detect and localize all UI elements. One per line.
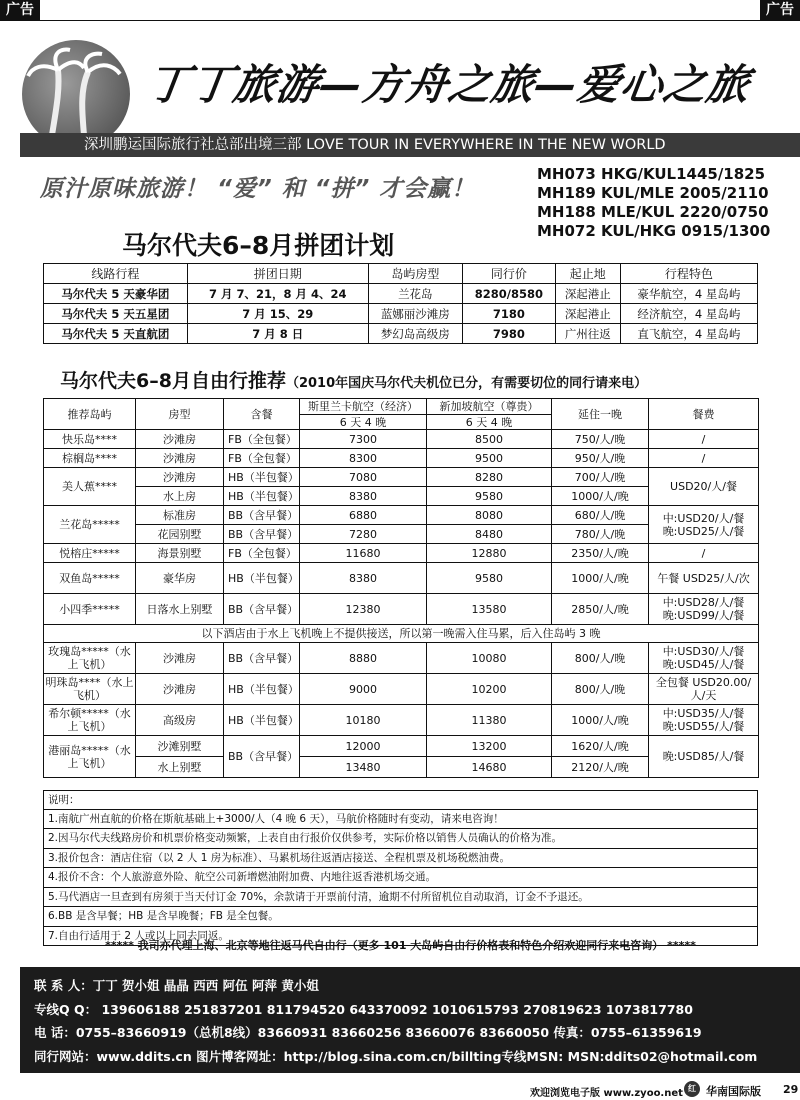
cell: 美人蕉**** — [44, 468, 136, 506]
cell: 马尔代夫 5 天豪华团 — [44, 284, 188, 304]
cell: 11680 — [300, 544, 427, 563]
col-header: 延住一晚 — [552, 399, 649, 430]
col-header: 含餐 — [224, 399, 300, 430]
cell: 8280 — [427, 468, 552, 487]
cell: 1000/人/晚 — [552, 705, 649, 736]
contact-line: 专线Q Q： 139606188 251837201 811794520 643370092 1010615793 270819623 1073817780 — [34, 1001, 693, 1017]
cell: 8500 — [427, 430, 552, 449]
cell: 10080 — [427, 643, 552, 674]
cell: / — [649, 430, 759, 449]
cell: 高级房 — [136, 705, 224, 736]
cell: 玫瑰岛*****（水上飞机） — [44, 643, 136, 674]
cell: HB（半包餐） — [224, 705, 300, 736]
cell: BB（含早餐） — [224, 525, 300, 544]
col-header: 斯里兰卡航空（经济） — [300, 399, 427, 415]
palm-logo-icon — [22, 40, 130, 148]
cell: 全包餐 USD20.00/人/天 — [649, 674, 759, 705]
note-line: 6.BB 是含早餐；HB 是含早晚餐；FB 是全包餐。 — [43, 907, 758, 927]
ad-label-right: 广告 — [760, 0, 800, 20]
cell: 蓝娜丽沙滩房 — [368, 304, 462, 324]
cell: 兰花岛***** — [44, 506, 136, 544]
col-header: 房型 — [136, 399, 224, 430]
contact-line: 同行网站：www.ddits.cn 图片博客网址：http://blog.sina.com.cn/billting专线MSN: MSN:ddits02@hotmail.com — [34, 1048, 758, 1064]
cell: 8300 — [300, 449, 427, 468]
cell: 水上房 — [136, 487, 224, 506]
table-header-row — [44, 399, 759, 415]
note-line: 3.报价包含：酒店住宿（以 2 人 1 房为标准）、马累机场往返酒店接送、全程机票及机场税燃油费。 — [43, 849, 758, 869]
cell: 花园别墅 — [136, 525, 224, 544]
cell: 7 月 15、29 — [187, 304, 368, 324]
cell: 10200 — [427, 674, 552, 705]
cell: 沙滩别墅 — [136, 736, 224, 757]
cell: FB（全包餐） — [224, 430, 300, 449]
cell: 双鱼岛***** — [44, 563, 136, 594]
brand-slogan: 丁丁旅游—方舟之旅—爱心之旅 — [144, 60, 754, 109]
table-row — [44, 736, 759, 757]
cell: FB（全包餐） — [224, 544, 300, 563]
cell: 13580 — [427, 594, 552, 625]
cell: 7180 — [462, 304, 555, 324]
cell: 2350/人/晚 — [552, 544, 649, 563]
cell: 750/人/晚 — [552, 430, 649, 449]
cell: 棕榈岛**** — [44, 449, 136, 468]
cell: 梦幻岛高级房 — [368, 324, 462, 344]
cell: 标准房 — [136, 506, 224, 525]
cell: 6880 — [300, 506, 427, 525]
table-row — [44, 506, 759, 525]
cell: 13480 — [300, 757, 427, 778]
cell: 小四季***** — [44, 594, 136, 625]
table-row — [44, 643, 759, 674]
cell: 中:USD35/人/餐 晚:USD55/人/餐 — [649, 705, 759, 736]
cell: 800/人/晚 — [552, 643, 649, 674]
table-row — [44, 284, 758, 304]
cell: 7300 — [300, 430, 427, 449]
cell: 1000/人/晚 — [552, 563, 649, 594]
cell: 中:USD28/人/餐 晚:USD99/人/餐 — [649, 594, 759, 625]
cell: / — [649, 449, 759, 468]
free-travel-title — [60, 366, 647, 393]
flight-line: MH073 HKG/KUL1445/1825 — [537, 165, 766, 183]
table-header-row — [44, 264, 758, 284]
cell: 午餐 USD25/人/次 — [649, 563, 759, 594]
cell: 广州往返 — [555, 324, 620, 344]
cell: 1620/人/晚 — [552, 736, 649, 757]
cell: 水上别墅 — [136, 757, 224, 778]
cell: HB（半包餐） — [224, 674, 300, 705]
cell: 中:USD20/人/餐 晚:USD25/人/餐 — [649, 506, 759, 544]
cell: 9500 — [427, 449, 552, 468]
cell: 经济航空，4 星岛屿 — [620, 304, 757, 324]
note-line: 说明： — [43, 790, 758, 810]
cell: 8280/8580 — [462, 284, 555, 304]
cell: 直飞航空，4 星岛屿 — [620, 324, 757, 344]
cell: 8380 — [300, 487, 427, 506]
table-notice-row — [44, 625, 759, 643]
cell: BB（含早餐） — [224, 594, 300, 625]
cell: 10180 — [300, 705, 427, 736]
cell: 马尔代夫 5 天直航团 — [44, 324, 188, 344]
seaplane-notice: 以下酒店由于水上飞机晚上不提供接送，所以第一晚需入住马累，后入住岛屿 3 晚 — [44, 625, 759, 643]
cell: 7080 — [300, 468, 427, 487]
page-footer — [0, 1078, 800, 1100]
cell: 8380 — [300, 563, 427, 594]
group-plan-title: 马尔代夫6–8月拼团计划 — [122, 231, 395, 260]
note-line: 4.报价不含：个人旅游意外险、航空公司新增燃油附加费、内地往返香港机场交通。 — [43, 868, 758, 888]
cell: 沙滩房 — [136, 449, 224, 468]
footer-badge-icon: 红 — [684, 1081, 700, 1097]
table-row — [44, 705, 759, 736]
cell: 14680 — [427, 757, 552, 778]
note-line: 2.因马尔代夫线路房价和机票价格变动频繁，上表自由行报价仅供参考，实际价格以销售人员确认的价格为准。 — [43, 829, 758, 849]
table-row — [44, 563, 759, 594]
col-header: 行程特色 — [620, 264, 757, 284]
col-header: 推荐岛屿 — [44, 399, 136, 430]
table-row — [44, 430, 759, 449]
cell: USD20/人/餐 — [649, 468, 759, 506]
cell: 9580 — [427, 563, 552, 594]
cell: 日落水上别墅 — [136, 594, 224, 625]
col-header: 线路行程 — [44, 264, 188, 284]
cell: 希尔顿*****（水上飞机） — [44, 705, 136, 736]
cell: 沙滩房 — [136, 674, 224, 705]
cell: 8480 — [427, 525, 552, 544]
notes-box — [43, 790, 758, 946]
flight-schedule — [537, 165, 770, 241]
cell: 9000 — [300, 674, 427, 705]
cell: 2120/人/晚 — [552, 757, 649, 778]
cell: HB（半包餐） — [224, 468, 300, 487]
cell: BB（含早餐） — [224, 736, 300, 778]
contact-box — [20, 967, 800, 1073]
cell: 13200 — [427, 736, 552, 757]
cell: 7 月 8 日 — [187, 324, 368, 344]
cell: 800/人/晚 — [552, 674, 649, 705]
cell: 豪华航空，4 星岛屿 — [620, 284, 757, 304]
top-rule — [0, 20, 800, 21]
table-row — [44, 324, 758, 344]
cell: 7980 — [462, 324, 555, 344]
page-number: 29 — [783, 1083, 799, 1096]
col-header: 拼团日期 — [187, 264, 368, 284]
col-subheader: 6 天 4 晚 — [300, 415, 427, 430]
group-plan-table — [43, 263, 758, 344]
table-row — [44, 594, 759, 625]
cell: 1000/人/晚 — [552, 487, 649, 506]
cell: 8880 — [300, 643, 427, 674]
ad-label-left: 广告 — [0, 0, 40, 20]
cell: 晚:USD85/人/餐 — [649, 736, 759, 778]
footer-site: 欢迎浏览电子版 www.zyoo.net — [530, 1088, 683, 1099]
flight-line: MH189 KUL/MLE 2005/2110 — [537, 184, 769, 202]
contact-line: 联 系 人：丁丁 贺小姐 晶晶 西西 阿伍 阿萍 黄小姐 — [34, 978, 319, 993]
cell: 12880 — [427, 544, 552, 563]
col-subheader: 6 天 4 晚 — [427, 415, 552, 430]
agency-note: ***** 我司亦代理上海、北京等地往返马代自由行（更多 101 大岛屿自由行价格表和特色介绍欢迎同行来电咨询） ***** — [105, 939, 696, 952]
free-travel-subtitle: （2010年国庆马尔代夫机位已分，有需要切位的同行请来电） — [285, 376, 648, 391]
cell: 12380 — [300, 594, 427, 625]
note-line: 5.马代酒店一旦查到有房须于当天付订金 70%，余款请于开票前付清，逾期不付所留机位自动取消，订金不予退还。 — [43, 888, 758, 908]
col-header: 起止地 — [555, 264, 620, 284]
cell: 9580 — [427, 487, 552, 506]
cell: 沙滩房 — [136, 643, 224, 674]
cell: 悦榕庄***** — [44, 544, 136, 563]
cell: 海景别墅 — [136, 544, 224, 563]
col-header: 岛屿房型 — [368, 264, 462, 284]
cell: HB（半包餐） — [224, 563, 300, 594]
col-header: 餐费 — [649, 399, 759, 430]
cell: 深起港止 — [555, 304, 620, 324]
agency-banner: 深圳鹏运国际旅行社总部出境三部 LOVE TOUR IN EVERYWHERE IN THE NEW WORLD — [20, 133, 800, 157]
cell: / — [649, 544, 759, 563]
tagline: 原汁原味旅游！ “爱” 和 “拼” 才会赢！ — [40, 176, 476, 202]
cell: 950/人/晚 — [552, 449, 649, 468]
cell: 沙滩房 — [136, 468, 224, 487]
cell: 明珠岛****（水上飞机） — [44, 674, 136, 705]
cell: 2850/人/晚 — [552, 594, 649, 625]
cell: 7280 — [300, 525, 427, 544]
table-row — [44, 468, 759, 487]
cell: 680/人/晚 — [552, 506, 649, 525]
table-row — [44, 304, 758, 324]
contact-line: 电 话：0755–83660919（总机8线）83660931 83660256 83660076 83660050 传真：0755–61359619 — [34, 1025, 702, 1040]
note-line: 7.自由行适用于 2 人或以上同去同返。 — [43, 927, 758, 947]
free-travel-title-main: 马尔代夫6–8月自由行推荐 — [60, 370, 286, 392]
cell: BB（含早餐） — [224, 643, 300, 674]
footer-edition: 华南国际版 — [706, 1085, 761, 1098]
cell: 7 月 7、21，8 月 4、24 — [187, 284, 368, 304]
table-row — [44, 544, 759, 563]
flight-line: MH072 KUL/HKG 0915/1300 — [537, 222, 771, 240]
cell: BB（含早餐） — [224, 506, 300, 525]
cell: 沙滩房 — [136, 430, 224, 449]
cell: 中:USD30/人/餐 晚:USD45/人/餐 — [649, 643, 759, 674]
cell: 快乐岛**** — [44, 430, 136, 449]
cell: 港丽岛*****（水上飞机） — [44, 736, 136, 778]
cell: HB（半包餐） — [224, 487, 300, 506]
cell: 780/人/晚 — [552, 525, 649, 544]
cell: 700/人/晚 — [552, 468, 649, 487]
free-travel-table — [43, 398, 759, 778]
cell: 11380 — [427, 705, 552, 736]
col-header: 同行价 — [462, 264, 555, 284]
flight-line: MH188 MLE/KUL 2220/0750 — [537, 203, 769, 221]
cell: 豪华房 — [136, 563, 224, 594]
cell: 12000 — [300, 736, 427, 757]
table-row — [44, 674, 759, 705]
cell: 马尔代夫 5 天五星团 — [44, 304, 188, 324]
note-line: 1.南航广州直航的价格在斯航基础上+3000/人（4 晚 6 天），马航价格随时有变动，请来电咨询！ — [43, 810, 758, 830]
cell: 兰花岛 — [368, 284, 462, 304]
cell: FB（全包餐） — [224, 449, 300, 468]
cell: 深起港止 — [555, 284, 620, 304]
table-row — [44, 449, 759, 468]
col-header: 新加坡航空（尊贵） — [427, 399, 552, 415]
cell: 8080 — [427, 506, 552, 525]
